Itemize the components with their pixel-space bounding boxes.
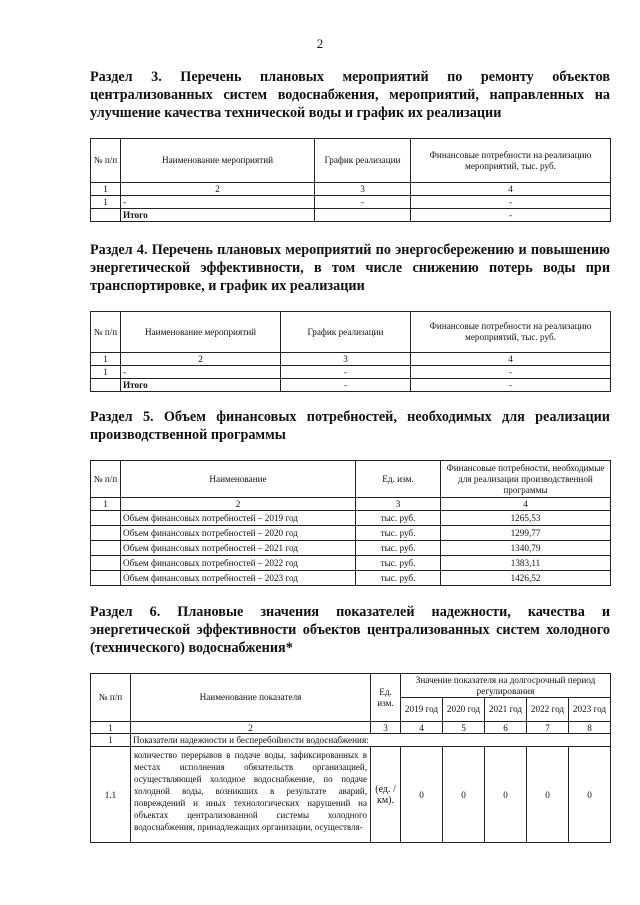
s5-row-value: 1265,53 [441,511,611,526]
section3-table [90,138,611,222]
s6-n2: 2 [131,722,371,734]
s3-h-finance: Финансовые потребности на реализацию мероприятий, тыс. руб. [411,139,611,183]
s4-n3: 3 [281,353,411,366]
s4-n1: 1 [91,353,121,366]
s3-row-name: - [121,196,315,209]
s5-row-value: 1340,79 [441,541,611,556]
section5-title: Раздел 5. Объем финансовых потребностей, необходимых для реализации производственной программы [90,409,610,443]
s3-n1: 1 [91,183,121,196]
s5-h-unit: Ед. изм. [356,461,441,498]
s6-n8: 8 [569,722,611,734]
s4-row-num: 1 [91,366,121,379]
s6-h-year: 2020 год [443,698,485,722]
s3-row-finance: - [411,196,611,209]
s6-row-name: количество перерывов в подаче воды, зафиксированных в местах исполнения обязательств организацией, осуществляющей холодное водоснабжение, по подаче холодной воды, возникших в результате аварий, повреждений и иных технологических нарушений на объектах централизованной системы холодного водоснабжения, принадлежащих организации, осуществля- [131,747,371,843]
s5-row-unit: тыс. руб. [356,541,441,556]
s4-row-finance: - [411,366,611,379]
s4-h-name: Наименование мероприятий [121,312,281,353]
s6-row-value: 0 [485,747,527,843]
s6-n7: 7 [527,722,569,734]
s6-row-unit: (ед. / км). [371,747,401,843]
section5-table [90,460,611,586]
s3-total-num [91,209,121,222]
s5-row-name: Объем финансовых потребностей – 2021 год [121,541,356,556]
s4-row-schedule: - [281,366,411,379]
s6-n3: 3 [371,722,401,734]
s5-row-value: 1299,77 [441,526,611,541]
s6-group-num: 1 [91,734,131,747]
s4-total-value: - [411,379,611,392]
s5-row-name: Объем финансовых потребностей – 2023 год [121,571,356,586]
s5-row-num [91,571,121,586]
s5-row-num [91,526,121,541]
s5-row-name: Объем финансовых потребностей – 2022 год [121,556,356,571]
s6-h-period: Значение показателя на долгосрочный период регулирования [401,674,611,698]
section6-table [90,673,611,843]
section3-title: Раздел 3. Перечень плановых мероприятий по ремонту объектов централизованных систем водоснабжения, мероприятий, направленных на улучшение качества технической воды и график их реализации [90,69,610,121]
s5-row-num [91,556,121,571]
section6-title: Раздел 6. Плановые значения показателей надежности, качества и энергетической эффективности объектов централизованных систем холодного (технического) водоснабжения* [90,604,610,656]
s6-row-value: 0 [527,747,569,843]
s6-group-label: Показатели надежности и бесперебойности водоснабжения: [131,734,611,747]
s6-h-unit: Ед. изм. [371,674,401,722]
page-number: 2 [316,36,324,51]
s4-h-schedule: График реализации [281,312,411,353]
s5-h-name: Наименование [121,461,356,498]
s4-h-finance: Финансовые потребности на реализацию мероприятий, тыс. руб. [411,312,611,353]
section4-table [90,311,611,392]
s6-h-year: 2023 год [569,698,611,722]
s6-row-num: 1.1 [91,747,131,843]
s5-row-value: 1426,52 [441,571,611,586]
s5-row-unit: тыс. руб. [356,556,441,571]
section4-title: Раздел 4. Перечень плановых мероприятий по энергосбережению и повышению энергетической эффективности, в том числе снижению потерь воды при транспортировке, и график их реализации [90,242,610,294]
s3-h-name: Наименование мероприятий [121,139,315,183]
s6-n6: 6 [485,722,527,734]
s5-n2: 2 [121,498,356,511]
s5-row-num [91,541,121,556]
s5-row-num [91,511,121,526]
s5-n3: 3 [356,498,441,511]
s6-h-year: 2021 год [485,698,527,722]
s4-h-num: № п/п [91,312,121,353]
s5-n1: 1 [91,498,121,511]
s6-row-value: 0 [443,747,485,843]
s5-row-name: Объем финансовых потребностей – 2020 год [121,526,356,541]
s5-row-unit: тыс. руб. [356,571,441,586]
s3-h-schedule: График реализации [315,139,411,183]
s6-h-name: Наименование показателя [131,674,371,722]
s6-row-value: 0 [569,747,611,843]
s3-total-schedule [315,209,411,222]
s6-h-year: 2019 год [401,698,443,722]
s3-total-value: - [411,209,611,222]
s3-row-num: 1 [91,196,121,209]
s4-total-num [91,379,121,392]
s6-h-num: № п/п [91,674,131,722]
s6-h-year: 2022 год [527,698,569,722]
s3-total-label: Итого [121,209,315,222]
s3-row-schedule: - [315,196,411,209]
s3-h-num: № п/п [91,139,121,183]
s4-total-schedule: - [281,379,411,392]
s6-n1: 1 [91,722,131,734]
s4-n4: 4 [411,353,611,366]
s5-h-num: № п/п [91,461,121,498]
s5-h-finance: Финансовые потребности, необходимые для реализации производственной программы [441,461,611,498]
s5-row-unit: тыс. руб. [356,526,441,541]
s5-row-name: Объем финансовых потребностей – 2019 год [121,511,356,526]
s4-n2: 2 [121,353,281,366]
s4-row-name: - [121,366,281,379]
s3-n2: 2 [121,183,315,196]
s6-n5: 5 [443,722,485,734]
s3-n3: 3 [315,183,411,196]
s5-row-unit: тыс. руб. [356,511,441,526]
s6-row-value: 0 [401,747,443,843]
s4-total-label: Итого [121,379,281,392]
s6-n4: 4 [401,722,443,734]
s3-n4: 4 [411,183,611,196]
s5-row-value: 1383,11 [441,556,611,571]
s5-n4: 4 [441,498,611,511]
